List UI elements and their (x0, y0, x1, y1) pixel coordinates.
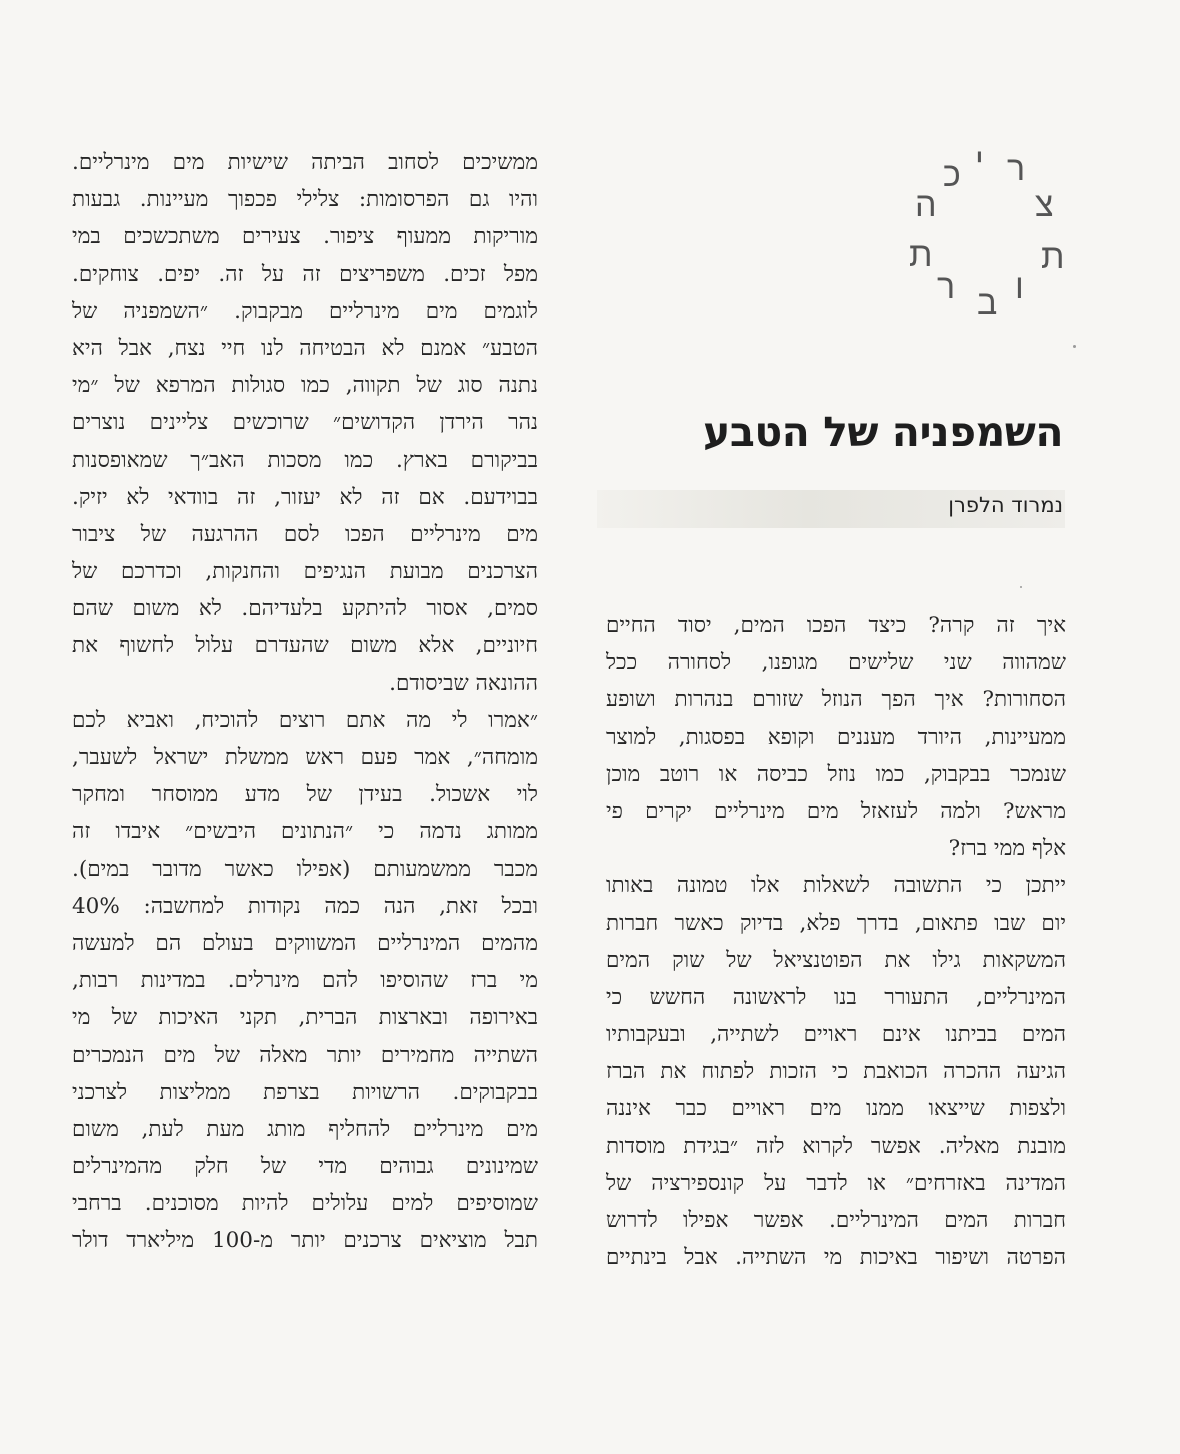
text-line: אלף ממי ברז? (948, 836, 1066, 862)
text-line: ייתכן כי התשובה לשאלות אלו טמונה באותו (606, 873, 1066, 899)
text-line: מים מינרליים להחליף מותג מעת לעת, משום (72, 1116, 538, 1142)
section-label-glyph: ו (1015, 267, 1024, 307)
paper-speck (1073, 345, 1076, 348)
section-label-circle (895, 140, 1075, 323)
text-line: בבקבוקים. הרשויות בצרפת ממליצות לצרכני (72, 1079, 538, 1105)
text-line: שמהווה שני שלישים מגופנו, לסחורה ככל (606, 650, 1066, 676)
section-label-glyph: ר (937, 267, 956, 307)
text-line: נהר הירדן הקדושים״ שרוכשים צליינים נוצרים (72, 410, 538, 436)
article-author: נמרוד הלפרן (948, 493, 1063, 517)
text-line: מים מינרליים הפכו לסם ההרגעה של ציבור (72, 521, 538, 547)
text-line: מהמים המינרליים המשווקים בעולם הם למעשה (72, 930, 538, 956)
text-line: ממותג נדמה כי ״הנתונים היבשים״ איבדו זה (72, 819, 538, 845)
text-line: והיו גם הפרסומות: צלילי פכפוך מעיינות. גבעות (72, 187, 538, 213)
text-line: מוריקות ממעוף ציפור. צעירים משתכשכים במי (72, 224, 538, 250)
text-line: שנמכר בבקבוק, כמו נוזל כביסה או רוטב מוכן (606, 761, 1066, 787)
text-line: השתייה מחמירים יותר מאלה של מים הנמכרים (72, 1042, 538, 1068)
text-line: ובכל זאת, הנה כמה נקודות למחשבה: 40% (72, 893, 538, 919)
text-line: ההונאה שביסודם. (389, 670, 538, 696)
text-line: מראש? ולמה לעזאזל מים מינרליים יקרים פי (606, 798, 1066, 824)
paper-speck (1020, 586, 1022, 588)
text-line: מי ברז שהוסיפו להם מינרלים. במדינות רבות, (72, 968, 538, 994)
text-line: סמים, אסור להיתקע בלעדיהם. לא משום שהם (72, 596, 538, 622)
text-line: הסחורות? איך הפך הנוזל שזורם בנהרות ושופע (606, 687, 1066, 713)
text-line: המים בביתנו אינם ראויים לשתייה, ובעקבותיו (606, 1022, 1066, 1048)
text-line: ממשיכים לסחוב הביתה שישיות מים מינרליים. (72, 150, 538, 175)
text-line: נתנה סוג של תקווה, כמו סגולות המרפא של ״מי (72, 373, 538, 399)
text-line: מפל זכים. משפריצים זה על זה. יפים. צוחקים. (72, 261, 538, 287)
text-line: המשקאות גילו את הפוטנציאל של שוק המים (606, 947, 1066, 973)
section-label-glyph: י (975, 141, 984, 181)
text-line: שמוסיפים למים עלולים להיות מסוכנים. ברחבי (72, 1191, 538, 1217)
text-line: תבל מוציאים צרכנים יותר מ-100 מיליארד דולר (72, 1228, 538, 1254)
text-line: חיוניים, אלא משום שהעדרם עלול לחשוף את (72, 633, 538, 659)
section-label-glyph: כ (943, 155, 961, 195)
text-line: ממעיינות, היורד מעננים וקופא בפסגות, למוצר (606, 724, 1066, 750)
text-line: לוגמים מים מינרליים מבקבוק. ״השמפניה של (72, 298, 538, 324)
text-line: מובנת מאליה. אפשר לקרוא לזה ״בגידת מוסדות (606, 1133, 1066, 1159)
text-line: מומחה״, אמר פעם ראש ממשלת ישראל לשעבר, (72, 745, 538, 770)
text-line: הטבע״ אמנם לא הבטיחה לנו חיי נצח, אבל היא (72, 335, 538, 361)
text-line: בביקורם בארץ. כמו מסכות האב״ך שמאופסנות (72, 447, 538, 473)
text-line: המדינה באזרחים״ או לדבר על קונספירציה של (606, 1170, 1066, 1196)
text-line: בבוידעם. אם זה לא יעזור, זה בוודאי לא יזיק. (72, 484, 538, 510)
text-line: מכבר ממשמעותם (אפילו כאשר מדובר במים). (72, 856, 538, 882)
right-column (606, 607, 1066, 1276)
section-label-glyph: ה (915, 185, 937, 225)
text-line: הפרטה ושיפור באיכות מי השתייה. אבל בינתיים (606, 1245, 1066, 1271)
text-line: ולצפות שייצאו ממנו מים ראויים כבר איננה (606, 1096, 1066, 1122)
text-line: באירופה ובארצות הברית, תקני האיכות של מי (72, 1005, 538, 1031)
article-title: השמפניה של הטבע (703, 408, 1063, 456)
text-line: איך זה קרה? כיצד הפכו המים, יסוד החיים (606, 613, 1066, 638)
section-label-glyph: ת (909, 235, 933, 275)
section-label-glyph: ר (1007, 149, 1026, 189)
section-label-glyph: ב (977, 283, 998, 323)
text-line: הצרכנים מבועת הנגיפים והחנקות, וכדרכם של (72, 559, 538, 585)
left-column (72, 144, 538, 1260)
text-line: חברות המים המינרליים. אפשר אפילו לדרוש (606, 1208, 1066, 1233)
text-line: ״אמרו לי מה אתם רוצים להוכיח, ואביא לכם (72, 707, 538, 733)
text-line: יום שבו פתאום, בדרך פלא, בדיוק כאשר חברות (606, 910, 1066, 936)
text-line: הגיעה ההכרה הכואבת כי הזכות לפתוח את הברז (606, 1059, 1066, 1085)
text-line: לוי אשכול. בעידן של מדע ממוסחר ומחקר (72, 782, 538, 808)
section-label-glyph: ת (1041, 237, 1065, 277)
section-label-glyph: צ (1035, 185, 1054, 225)
text-line: שמינונים גבוהים מדי של חלק מהמינרלים (72, 1154, 538, 1180)
text-line: המינרליים, התעורר בנו לראשונה החשש כי (606, 984, 1066, 1010)
